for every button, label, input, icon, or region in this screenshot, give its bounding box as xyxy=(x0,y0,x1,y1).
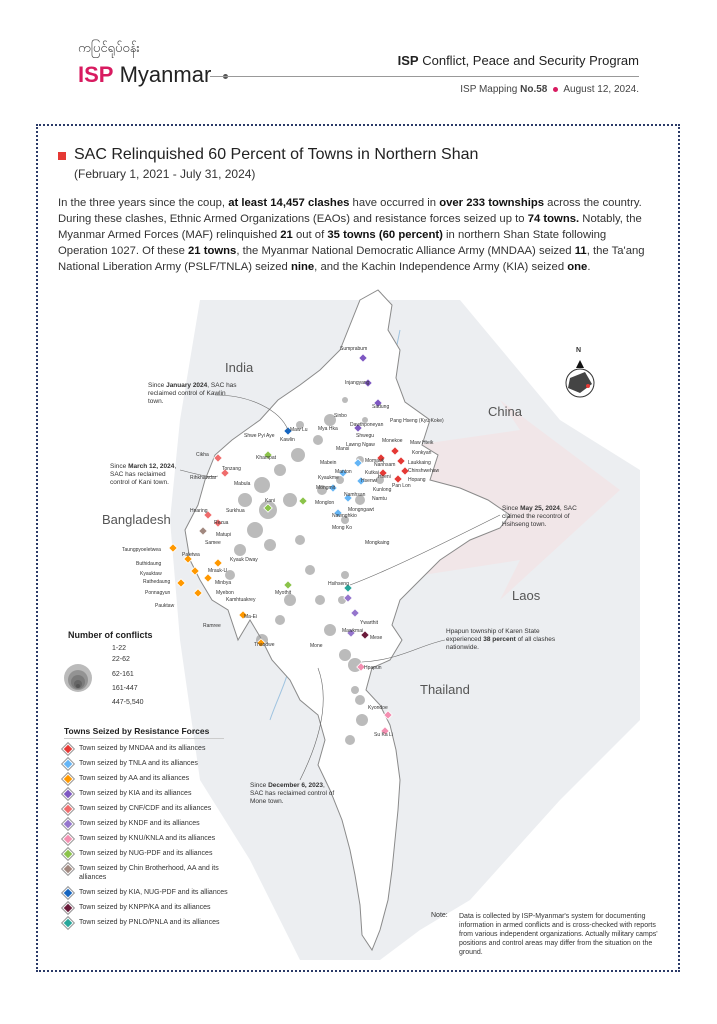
place-label: Dawthponeyan xyxy=(350,422,384,428)
callout-text: Since xyxy=(110,463,129,470)
place-label: Matupi xyxy=(216,532,232,538)
legend-town-label: Town seized by Chin Brotherhood, AA and its alliances xyxy=(79,865,219,881)
callout-bold: May 25, 2024 xyxy=(520,505,560,512)
intro-bold: 11 xyxy=(574,245,587,257)
place-label: Monglon xyxy=(315,500,335,506)
legend-town-label: Town seized by KNDF and its alliances xyxy=(79,820,200,827)
place-label: Hopang xyxy=(408,477,426,483)
place-label: Hseni xyxy=(378,474,391,480)
legend-town-label: Town seized by KIA, NUG-PDF and its alliances xyxy=(79,889,228,896)
conflict-circle xyxy=(351,686,359,694)
country-india: India xyxy=(225,360,254,375)
conflict-circle xyxy=(339,649,351,661)
legend-town-label: Town seized by KNPP/KA and its alliances xyxy=(79,904,211,911)
intro-bold: 35 towns (60 percent) xyxy=(327,229,443,241)
conflict-circle xyxy=(291,448,305,462)
place-label: Taungpyoeletwea xyxy=(122,547,161,553)
intro-bold: 21 xyxy=(280,229,293,241)
legend-town-label: Town seized by CNF/CDF and its alliances xyxy=(79,805,212,812)
conflict-circle xyxy=(313,435,323,445)
legend-town-label: Town seized by TNLA and its alliances xyxy=(79,760,198,767)
callout-bold: 38 percent xyxy=(483,636,516,643)
country-china: China xyxy=(488,404,522,419)
legend-town-label: Town seized by KNU/KNLA and its alliances xyxy=(79,835,216,842)
place-label: Mone xyxy=(310,643,323,649)
place-label: Thandwe xyxy=(254,642,275,648)
legend-divider xyxy=(64,738,224,739)
place-label: Mongngawt xyxy=(348,507,374,513)
conflict-circle xyxy=(342,397,348,403)
place-label: Mongkaing xyxy=(365,540,390,546)
place-label: Hsihseng xyxy=(328,581,349,587)
place-label: Namhsan xyxy=(344,492,366,498)
place-label: Ponnagyun xyxy=(145,590,171,596)
place-label: Nawnghkio xyxy=(332,513,357,519)
place-label: Khampat xyxy=(256,455,277,461)
place-label: Cikha xyxy=(196,452,209,458)
callout-bold: December 6, 2023 xyxy=(268,782,324,789)
conflict-circle xyxy=(295,535,305,545)
place-label: Paletwa xyxy=(182,552,200,558)
intro-bold: one xyxy=(567,261,588,273)
place-label: Pauktaw xyxy=(155,603,175,609)
place-label: Sadung xyxy=(372,404,390,410)
place-label: Ma-Ei xyxy=(244,614,258,620)
place-label: Shwe Pyi Aye xyxy=(244,433,275,439)
place-label: Namtu xyxy=(372,496,387,502)
conflict-circle xyxy=(254,477,270,493)
callout-kawlin xyxy=(148,382,240,406)
conflict-circle xyxy=(305,565,315,575)
intro-text: have occurred in xyxy=(349,197,440,209)
place-label: Samee xyxy=(205,540,221,546)
place-label: Rihkhawdar xyxy=(190,475,217,481)
place-label: Nanhsam xyxy=(374,462,396,468)
note-label: Note: xyxy=(431,912,448,919)
place-label: Mrauk-U xyxy=(208,568,228,574)
place-label: Kyaukme xyxy=(318,475,339,481)
program-rest: Conflict, Peace and Security Program xyxy=(422,53,639,68)
note-text: Data is collected by ISP-Myanmar's system for documenting information in armed conflicts and is cross-checked with reports from various independent organizations. Actually military camps' positions and control areas may differ from the situation on the ground. xyxy=(459,913,658,956)
place-label: Laukkaing xyxy=(408,460,431,466)
place-label: Rezua xyxy=(214,520,229,526)
compass-needle xyxy=(576,360,584,368)
country-bangladesh: Bangladesh xyxy=(102,512,171,527)
intro-text: out of xyxy=(292,229,328,241)
intro-text: in northern Shan State following Operation 1027. Of these xyxy=(58,229,607,257)
place-label: Mongmit xyxy=(316,485,336,491)
conflict-circle xyxy=(275,615,285,625)
legend-town-label: Town seized by NUG-PDF and its alliances xyxy=(79,850,213,857)
place-label: Monekoe xyxy=(382,438,403,444)
callout-text: , SAC claimed the recontrol of Hsihseng town. xyxy=(502,505,577,528)
place-label: Hsenwi xyxy=(361,478,378,484)
place-label: Myebon xyxy=(216,590,234,596)
callout-text: , SAC has reclaimed control of Mone town. xyxy=(250,782,335,805)
conflict-circle xyxy=(345,735,355,745)
place-label: Mese xyxy=(370,635,383,641)
place-label: Su Ka Li xyxy=(374,732,393,738)
conflict-circle xyxy=(283,493,297,507)
place-label: Minbya xyxy=(215,580,232,586)
place-label: Mawkmai xyxy=(342,628,364,634)
callout-bold: January 2024 xyxy=(166,382,208,389)
logo-isp: ISP xyxy=(78,62,114,87)
intro-text: . xyxy=(587,261,591,273)
callout-text: Since xyxy=(502,505,521,512)
legend-conflicts-title: Number of conflicts xyxy=(68,630,153,640)
place-label: Lawng Ngaw xyxy=(346,442,375,448)
intro-bold: 21 towns xyxy=(188,245,237,257)
compass-icon xyxy=(566,360,594,397)
place-label: Kamhtuakrey xyxy=(226,597,256,603)
compass-dot xyxy=(586,384,590,388)
compass-label: N xyxy=(576,347,582,354)
legend-range: 62-161 xyxy=(112,671,134,678)
conflict-circle xyxy=(355,695,365,705)
place-label: Momauk xyxy=(365,458,385,464)
place-label: Hpapun xyxy=(364,665,382,671)
intro-text: , the Myanmar National Democratic Alliance Army (MNDAA) seized xyxy=(236,245,575,257)
legend-town-label: Town seized by KIA and its alliances xyxy=(79,790,192,797)
mapping-no: No.58 xyxy=(520,84,548,95)
program-bold: ISP xyxy=(397,53,419,68)
place-label: Rathedaung xyxy=(143,579,171,585)
place-label: Pang Hseng (Kyu Koke) xyxy=(390,418,444,424)
place-label: Mya Hka xyxy=(318,426,338,432)
intro-bold: 74 towns. xyxy=(527,213,580,225)
conflict-circle xyxy=(356,714,368,726)
intro-text: , the Ta'ang National Liberation Army (PSLF/TNLA) seized xyxy=(58,245,645,273)
callout-text: Since xyxy=(148,382,167,389)
place-label: Kani xyxy=(265,498,276,504)
place-label: Maw Hteik xyxy=(410,440,434,446)
country-laos: Laos xyxy=(512,588,541,603)
place-label: Konkyan xyxy=(412,450,432,456)
place-label: Buthidaung xyxy=(136,561,162,567)
place-label: Kyondoe xyxy=(368,705,388,711)
callout-text: Since xyxy=(250,782,269,789)
place-label: Chinshwehaw xyxy=(408,468,440,474)
conflict-circle xyxy=(264,539,276,551)
logo-myanmar-script: ကပြင်ရုပ်ဝန်း xyxy=(78,41,140,56)
callout-mone xyxy=(250,782,335,806)
legend-town-label: Town seized by AA and its alliances xyxy=(79,775,190,782)
place-label: Injangyang xyxy=(345,380,370,386)
callout-text: , SAC has reclaimed control of Kawlin town. xyxy=(148,382,237,405)
conflict-circle xyxy=(315,595,325,605)
callout-hpapun xyxy=(446,628,561,652)
country-thailand: Thailand xyxy=(420,682,470,697)
intro-text: In the three years since the coup, xyxy=(58,197,229,209)
place-label: Myothit xyxy=(275,590,292,596)
conflict-circle xyxy=(274,464,286,476)
place-label: Hnaring xyxy=(190,508,208,514)
intro-bold: at least 14,457 clashes xyxy=(228,197,350,209)
intro-bold: nine xyxy=(290,261,315,273)
legend-town-label: Town seized by MNDAA and its alliances xyxy=(79,745,206,752)
legend-range: 447-5,540 xyxy=(112,699,144,706)
place-label: Kyauktaw xyxy=(140,571,162,577)
callout-text: Hpapun township of Karen State experienced xyxy=(446,628,540,643)
place-label: Mansi xyxy=(336,446,350,452)
place-label: Surkhua xyxy=(226,508,245,514)
legend-range: 22-62 xyxy=(112,656,130,663)
callout-text: of all clashes nationwide. xyxy=(446,636,556,651)
conflict-circle xyxy=(234,544,246,556)
callout-text: , SAC has reclaimed control of Kani town. xyxy=(110,463,177,486)
place-label: Kutkai xyxy=(365,470,379,476)
place-label: Kyauk Dway xyxy=(230,557,258,563)
place-label: Shwegu xyxy=(356,433,375,439)
conflict-circle xyxy=(341,571,349,579)
place-label: Manton xyxy=(335,469,352,475)
place-label: Mabula xyxy=(234,481,251,487)
logo-name: Myanmar xyxy=(119,62,212,87)
callout-kani xyxy=(110,463,182,487)
conflict-circle xyxy=(238,493,252,507)
mapping-date: August 12, 2024. xyxy=(563,84,639,95)
place-label: Mong Ko xyxy=(332,525,353,531)
intro-text: Notably, the Myanmar Armed Forces (MAF) relinquished xyxy=(58,213,642,241)
place-label: Sumprabum xyxy=(340,346,368,352)
legend-range: 1-22 xyxy=(112,645,127,652)
intro-text: across the country. During these clashes, Ethnic Armed Organizations (EAOs) and resistance forces seized up to xyxy=(58,197,642,225)
place-label: Pan Lon xyxy=(392,483,411,489)
place-label: Kunlong xyxy=(373,487,392,493)
callout-hsihseng xyxy=(502,505,592,529)
place-label: Sinbo xyxy=(334,413,347,419)
legend-towns-title: Towns Seized by Resistance Forces xyxy=(64,726,210,736)
mapping-prefix: ISP Mapping xyxy=(460,84,518,95)
legend-circle xyxy=(76,684,80,688)
callout-bold: March 12, 2024 xyxy=(128,463,175,470)
page-subtitle: (February 1, 2021 - July 31, 2024) xyxy=(74,167,256,181)
intro-text: , and the Kachin Independence Army (KIA) seized xyxy=(314,261,568,273)
legend-conflict-circles xyxy=(64,642,114,712)
legend-range: 161-447 xyxy=(112,685,138,692)
place-label: Kawlin xyxy=(280,437,295,443)
place-label: Ramree xyxy=(203,623,221,629)
page-title: SAC Relinquished 60 Percent of Towns in Northern Shan xyxy=(74,146,479,163)
place-label: Maw Lu xyxy=(290,427,308,433)
place-label: Ywarthit xyxy=(360,620,379,626)
conflict-circle xyxy=(324,624,336,636)
intro-bold: over 233 townships xyxy=(439,197,545,209)
legend-town-label: Town seized by PNLO/PNLA and its alliances xyxy=(79,919,220,926)
conflict-circle xyxy=(247,522,263,538)
place-label: Tonzang xyxy=(222,466,241,472)
place-label: Mabein xyxy=(320,460,337,466)
